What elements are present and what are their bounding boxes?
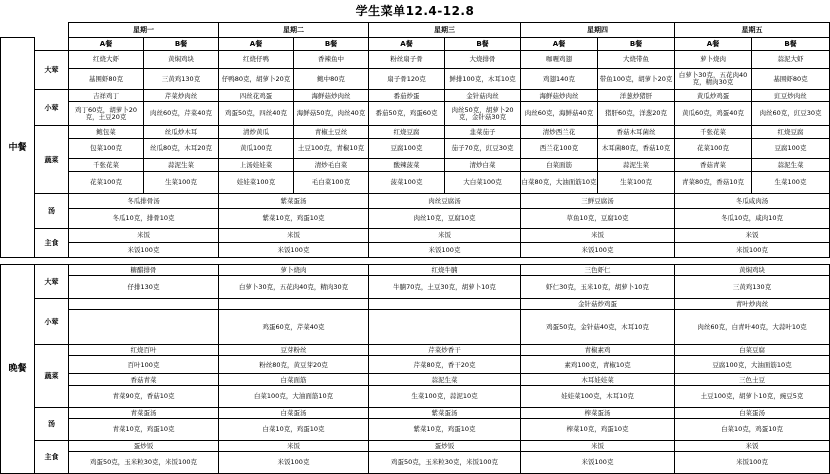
day-header: 星期五 [675,23,830,38]
dish-name: 清炒毛白菜 [294,158,369,171]
dish-ingredients: 鸡蛋60克，芹菜40克 [219,310,369,345]
dish-ingredients: 鸡蛋50克，玉米粒30克，米饭100克 [369,451,521,473]
lunch-veg2-ing-row [1,171,830,193]
dish-ingredients: 丝瓜80克，木耳20克 [144,139,219,159]
lunch-table [0,22,830,258]
package-a-header: A餐 [521,38,598,51]
dish-name: 青菜蛋汤 [69,407,219,418]
dish-name: 清炒白菜 [445,158,521,171]
dish-ingredients: 土豆100克，胡萝卜10克，豌豆5克 [675,385,830,407]
dish-ingredients: 鲜排100克，木耳10克 [445,68,521,90]
dish-name: 米饭 [675,228,830,242]
dish-name: 米饭 [369,228,521,242]
dish-ingredients: 鸡蛋50克，四丝40克 [219,102,294,126]
dish-ingredients: 紫菜10克，鸡蛋10克 [369,418,521,440]
lunch-veg1-ing-row [1,139,830,159]
dinner-staple-name-row [1,440,830,451]
category-label: 主食 [35,440,69,473]
dish-ingredients: 紫菜10克，鸡蛋10克 [219,208,369,228]
dish-name: 黄焖鸡块 [675,265,830,276]
dish-name: 酸辣菠菜 [369,158,445,171]
dish-ingredients: 米饭100克 [521,451,675,473]
dish-ingredients: 毛白菜100克 [294,171,369,193]
category-label: 小荤 [35,90,69,126]
lunch-veg1-name-row [1,126,830,139]
dish-ingredients: 基围虾80克 [752,68,830,90]
dish-name: 冬瓜排骨汤 [69,193,219,208]
dish-ingredients: 榨菜10克，鸡蛋10克 [521,418,675,440]
category-label: 主食 [35,228,69,257]
day-header: 星期一 [69,23,219,38]
dish-name: 红烧牛腩 [369,265,521,276]
dish-name: 清炒西兰花 [521,126,598,139]
dish-ingredients: 白萝卜30克，五花肉40克，精肉30克 [675,68,752,90]
dish-name: 豆芽粉丝 [219,345,369,356]
dish-ingredients: 肉丝60克，白青叶40克，大蒜叶10克 [675,310,830,345]
dish-ingredients: 豆腐100克 [369,139,445,159]
dish-name: 香菇木耳菌丝 [598,126,675,139]
dish-ingredients: 菠菜100克 [369,171,445,193]
dish-ingredients: 白菜100克，大油面筋10克 [219,385,369,407]
package-b-header: B餐 [294,38,369,51]
dinner-small-ing-row [1,310,830,345]
dish-ingredients: 肉丝60克，芹菜40克 [144,102,219,126]
lunch-soup-name-row [1,193,830,208]
dish-name: 蛋炒饭 [69,440,219,451]
dish-ingredients: 生菜100克 [144,171,219,193]
dish-ingredients: 米饭100克 [69,242,219,257]
dinner-small-name-row [1,299,830,310]
dish-name: 粉丝扇子骨 [369,51,445,68]
lunch-main-name-row [1,51,830,68]
category-label: 蔬菜 [35,126,69,193]
dish-ingredients: 茄子70克，豇豆30克 [445,139,521,159]
dish-name: 金针菇肉丝 [445,90,521,102]
dish-ingredients: 海鲜菇50克，肉丝40克 [294,102,369,126]
dish-name: 清炒黄瓜 [219,126,294,139]
package-a-header: A餐 [69,38,144,51]
lunch-small-name-row [1,90,830,102]
dish-ingredients: 米饭100克 [369,242,521,257]
dish-name: 金针菇炒鸡蛋 [521,299,675,310]
dish-name: 香辣鱼中 [294,51,369,68]
page-title: 学生菜单12.4-12.8 [355,4,475,18]
dish-ingredients: 白萝卜30克，五花肉40克，精肉30克 [219,276,369,299]
dish-name: 海鲜菇炒肉丝 [521,90,598,102]
lunch-soup-ing-row [1,208,830,228]
dish-ingredients: 猪肝60克，洋葱20克 [598,102,675,126]
dish-name: 三色虾仁 [521,265,675,276]
dish-ingredients: 鸡蛋50克，玉米粒30克，米饭100克 [69,451,219,473]
dish-ingredients: 青菜90克，香菇10克 [69,385,219,407]
dish-ingredients: 生菜100克 [752,171,830,193]
dish-ingredients: 生菜100克 [598,171,675,193]
dish-name: 香菇青菜 [675,158,752,171]
dish-name: 红烧豆腐 [369,126,445,139]
dish-name: 米饭 [675,440,830,451]
dinner-veg1-name-row [1,345,830,356]
category-label: 汤 [35,407,69,440]
package-b-header: B餐 [752,38,830,51]
dish-name: 白菜面筋 [521,158,598,171]
dish-name: 三鲜豆腐汤 [521,193,675,208]
dish-name: 大烧带鱼 [598,51,675,68]
dish-ingredients [69,310,219,345]
dish-ingredients: 虾仁30克，玉米10克，胡萝卜10克 [521,276,675,299]
dish-name: 萝卜烧肉 [219,265,369,276]
package-a-header: A餐 [219,38,294,51]
category-label: 蔬菜 [35,345,69,407]
dish-name: 上汤娃娃菜 [219,158,294,171]
lunch-small-ing-row [1,102,830,126]
dish-ingredients: 仔排130克 [69,276,219,299]
dish-name [369,299,521,310]
dish-name: 肉丝豆腐汤 [369,193,521,208]
dish-ingredients: 木耳菌80克，香菇10克 [598,139,675,159]
dish-name: 芹菜炒肉丝 [144,90,219,102]
dish-ingredients: 米饭100克 [219,242,369,257]
dinner-veg2-ing-row [1,385,830,407]
dish-name: 红烧仔鸭 [219,51,294,68]
dish-ingredients: 肉丝10克，豆腐10克 [369,208,521,228]
dish-ingredients: 三黄鸡130克 [144,68,219,90]
dish-ingredients: 土豆100克，青椒10克 [294,139,369,159]
dish-name: 紫菜蛋汤 [219,193,369,208]
package-b-header: B餐 [445,38,521,51]
day-header: 星期三 [369,23,521,38]
category-label: 大荤 [35,265,69,299]
dish-name: 黄瓜炒鸡蛋 [675,90,752,102]
dish-ingredients: 肉丝60克，海鲜菇40克 [521,102,598,126]
dish-ingredients: 米饭100克 [521,242,675,257]
dish-name: 白菜蛋汤 [675,407,830,418]
category-label: 大荤 [35,51,69,90]
dish-ingredients: 鸡翅140克 [521,68,598,90]
dish-ingredients: 肉丝60克，豇豆30克 [752,102,830,126]
dish-ingredients: 黄瓜100克 [219,139,294,159]
dish-ingredients: 白菜10克，鸡蛋10克 [219,418,369,440]
package-a-header: A餐 [675,38,752,51]
dish-name: 冬瓜咸肉汤 [675,193,830,208]
dish-ingredients: 娃娃菜100克，木耳10克 [521,385,675,407]
dish-ingredients: 带鱼100克，胡萝卜20克 [598,68,675,90]
lunch-staple-name-row [1,228,830,242]
dish-ingredients: 肉丝50克，胡萝卜20克，金针菇30克 [445,102,521,126]
dish-name: 蒜泥生菜 [144,158,219,171]
dish-name: 红烧大虾 [69,51,144,68]
lunch-veg2-name-row [1,158,830,171]
dish-ingredients: 番茄50克，鸡蛋60克 [369,102,445,126]
dinner-veg2-name-row [1,374,830,385]
dish-ingredients: 鸡蛋50克，金针菇40克，木耳10克 [521,310,675,345]
dish-name: 番茄炒蛋 [369,90,445,102]
dish-name: 米饭 [521,228,675,242]
dish-name: 蛋炒饭 [369,440,521,451]
dish-name: 糖醋排骨 [69,265,219,276]
dish-name: 黄焖鸡块 [144,51,219,68]
dish-name: 白菜豆腐 [675,345,830,356]
dish-name [219,299,369,310]
dish-ingredients: 豆腐100克，大油面筋10克 [675,356,830,374]
dish-name: 红烧百叶 [69,345,219,356]
package-b-header: B餐 [598,38,675,51]
day-header-row [1,23,830,38]
package-b-header: B餐 [144,38,219,51]
dinner-table [0,264,830,474]
dish-name: 紫菜蛋汤 [369,407,521,418]
dish-ingredients: 芹菜80克，香干20克 [369,356,521,374]
dish-ingredients: 冬瓜10克，排骨10克 [69,208,219,228]
dish-name: 蒜泥生菜 [752,158,830,171]
dish-name: 海鲜菇炒肉丝 [294,90,369,102]
dish-name: 咖喱鸡翅 [521,51,598,68]
dish-ingredients: 青菜80克，香菇10克 [675,171,752,193]
dinner-main-name-row [1,265,830,276]
dish-name: 四丝花鸡蛋 [219,90,294,102]
dish-ingredients: 娃娃菜100克 [219,171,294,193]
dish-ingredients: 白菜80克，大油面筋10克 [521,171,598,193]
dish-name: 白菜面筋 [219,374,369,385]
lunch-main-ing-row [1,68,830,90]
lunch-label: 中餐 [1,38,35,258]
lunch-staple-ing-row [1,242,830,257]
dish-ingredients: 大白菜100克 [445,171,521,193]
dish-ingredients: 黄瓜60克，鸡蛋40克 [675,102,752,126]
dish-ingredients: 粉丝80克，黄豆芽20克 [219,356,369,374]
category-label: 汤 [35,193,69,228]
dish-name: 青椒土豆丝 [294,126,369,139]
dish-name: 米饭 [219,228,369,242]
dish-ingredients: 三黄鸡130克 [675,276,830,299]
dish-name: 韭菜茄子 [445,126,521,139]
dish-ingredients: 扇子骨120克 [369,68,445,90]
dish-name: 萝卜烧肉 [675,51,752,68]
dish-ingredients: 鲍中80克 [294,68,369,90]
dish-name: 大烧排骨 [445,51,521,68]
dinner-soup-ing-row [1,418,830,440]
dish-ingredients: 豆腐100克 [752,139,830,159]
dish-name: 芹菜炒香干 [369,345,521,356]
dinner-staple-ing-row [1,451,830,473]
dish-name: 米饭 [69,228,219,242]
dish-ingredients: 仔鸭80克，胡萝卜20克 [219,68,294,90]
dish-name: 青叶炒肉丝 [675,299,830,310]
dish-ingredients: 冬瓜10克，咸肉10克 [675,208,830,228]
day-header: 星期四 [521,23,675,38]
dish-ingredients: 包菜100克 [69,139,144,159]
dish-ingredients: 基围虾80克 [69,68,144,90]
dinner-veg1-ing-row [1,356,830,374]
dinner-main-ing-row [1,276,830,299]
dish-name: 三色土豆 [675,374,830,385]
dish-ingredients: 西兰花100克 [521,139,598,159]
dish-name [69,299,219,310]
dish-name: 白菜蛋汤 [219,407,369,418]
dish-name: 鲍包菜 [69,126,144,139]
package-a-header: A餐 [369,38,445,51]
dish-name: 香菇青菜 [69,374,219,385]
dish-name: 吉祥鸡丁 [69,90,144,102]
dish-name: 蒜泥大虾 [752,51,830,68]
dish-ingredients: 米饭100克 [675,451,830,473]
day-header: 星期二 [219,23,369,38]
dish-name: 米饭 [521,440,675,451]
dish-name: 榨菜蛋汤 [521,407,675,418]
dish-ingredients: 白菜10克，鸡蛋10克 [675,418,830,440]
dish-ingredients: 牛腩70克，土豆30克，胡萝卜10克 [369,276,521,299]
dish-ingredients: 米饭100克 [219,451,369,473]
dish-name: 千张花菜 [69,158,144,171]
category-label: 小荤 [35,299,69,345]
dish-name: 豇豆炒肉丝 [752,90,830,102]
dish-name: 红烧豆腐 [752,126,830,139]
dish-ingredients: 鸡丁60克，胡萝卜20克，土豆20克 [69,102,144,126]
dish-ingredients: 青菜10克，鸡蛋10克 [69,418,219,440]
dish-ingredients: 花菜100克 [675,139,752,159]
dinner-label: 晚餐 [1,265,35,474]
dish-ingredients: 米饭100克 [675,242,830,257]
dish-name: 丝瓜炒木耳 [144,126,219,139]
dish-name: 蒜泥生菜 [369,374,521,385]
dish-name: 木耳娃娃菜 [521,374,675,385]
dish-name: 米饭 [219,440,369,451]
dish-ingredients: 生菜100克，蒜泥10克 [369,385,521,407]
dish-ingredients [369,310,521,345]
dish-name: 蒜泥生菜 [598,158,675,171]
dish-name: 青椒素鸡 [521,345,675,356]
dish-ingredients: 素鸡100克，青椒10克 [521,356,675,374]
package-header-row [1,38,830,51]
dish-ingredients: 草鱼10克，豆腐10克 [521,208,675,228]
dish-ingredients: 百叶100克 [69,356,219,374]
dish-name: 千张花菜 [675,126,752,139]
dish-ingredients: 花菜100克 [69,171,144,193]
dinner-soup-name-row [1,407,830,418]
dish-name: 洋葱炒猪肝 [598,90,675,102]
